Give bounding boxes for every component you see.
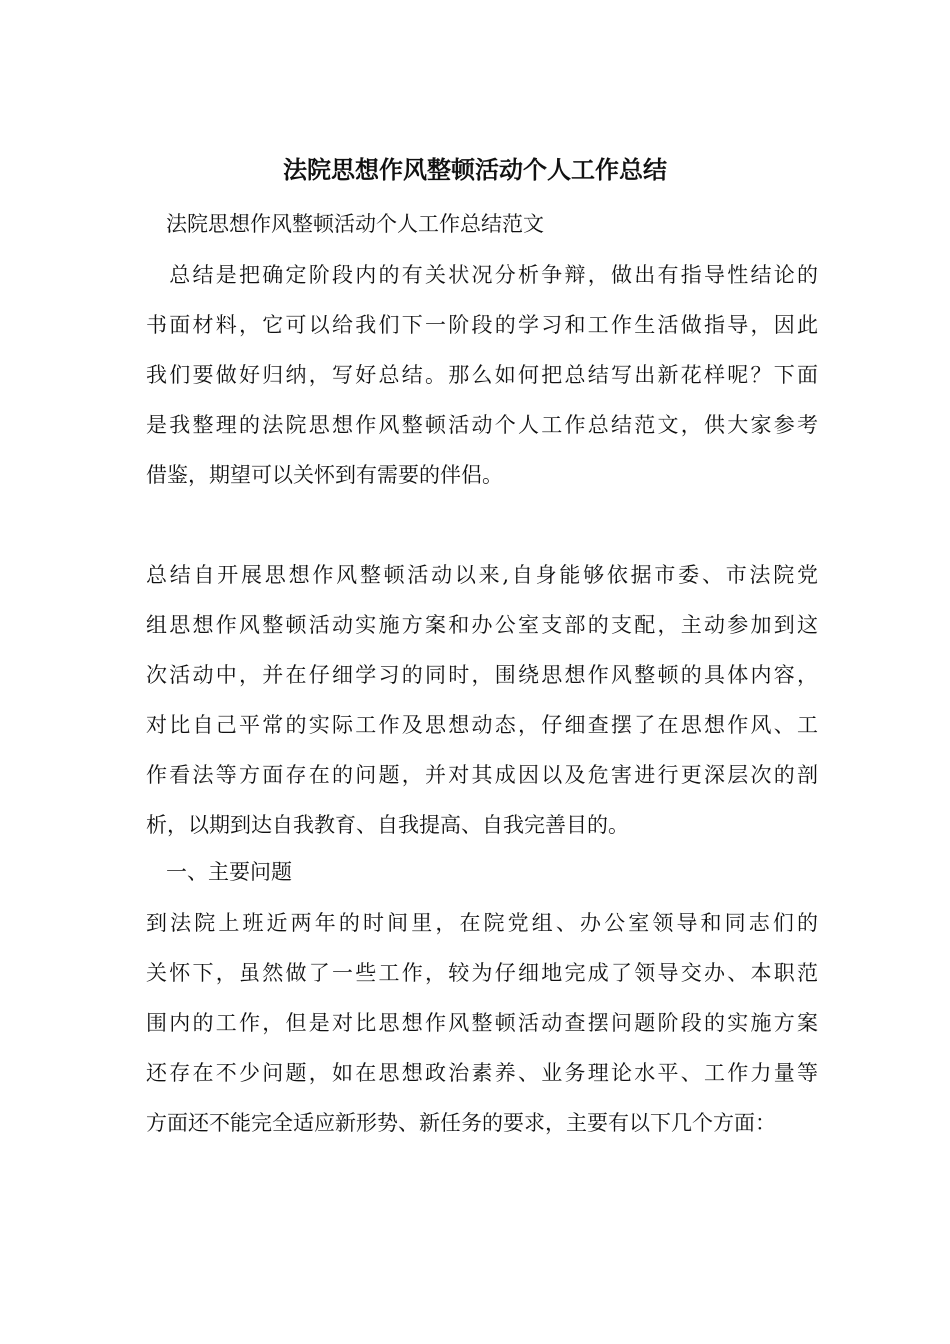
summary-line: 对比自己平常的实际工作及思想动态，仔细查摆了在思想作风、工 [146, 713, 818, 737]
problems-line: 关怀下，虽然做了一些工作，较为仔细地完成了领导交办、本职范 [146, 961, 818, 985]
summary-line: 次活动中，并在仔细学习的同时，围绕思想作风整顿的具体内容， [146, 663, 818, 687]
intro-line: 是我整理的法院思想作风整顿活动个人工作总结范文，供大家参考 [146, 413, 818, 437]
summary-line: 组思想作风整顿活动实施方案和办公室支部的支配，主动参加到这 [146, 613, 818, 637]
problems-paragraph [146, 898, 818, 1148]
problems-line: 方面还不能完全适应新形势、新任务的要求，主要有以下几个方面： [146, 1111, 776, 1135]
problems-line: 到法院上班近两年的时间里，在院党组、办公室领导和同志们的 [146, 911, 818, 935]
intro-paragraph [146, 250, 818, 500]
document-title: 法院思想作风整顿活动个人工作总结 [283, 155, 667, 184]
intro-line: 书面材料，它可以给我们下一阶段的学习和工作生活做指导，因此 [146, 313, 818, 337]
problems-line: 还存在不少问题，如在思想政治素养、业务理论水平、工作力量等 [146, 1061, 818, 1085]
intro-line: 总结是把确定阶段内的有关状况分析争辩，做出有指导性结论的 [146, 263, 818, 287]
summary-line: 总结自开展思想作风整顿活动以来,自身能够依据市委、市法院党 [146, 563, 818, 587]
intro-line: 我们要做好归纳，写好总结。那么如何把总结写出新花样呢？下面 [146, 363, 818, 387]
document-subtitle: 法院思想作风整顿活动个人工作总结范文 [166, 212, 544, 236]
intro-line: 借鉴，期望可以关怀到有需要的伴侣。 [146, 463, 503, 487]
summary-line: 析，以期到达自我教育、自我提高、自我完善目的。 [146, 813, 629, 837]
summary-paragraph [146, 550, 818, 850]
section-heading-main-problems: 一、主要问题 [166, 860, 292, 884]
problems-line: 围内的工作，但是对比思想作风整顿活动查摆问题阶段的实施方案 [146, 1011, 818, 1035]
summary-line: 作看法等方面存在的问题，并对其成因以及危害进行更深层次的剖 [146, 763, 818, 787]
